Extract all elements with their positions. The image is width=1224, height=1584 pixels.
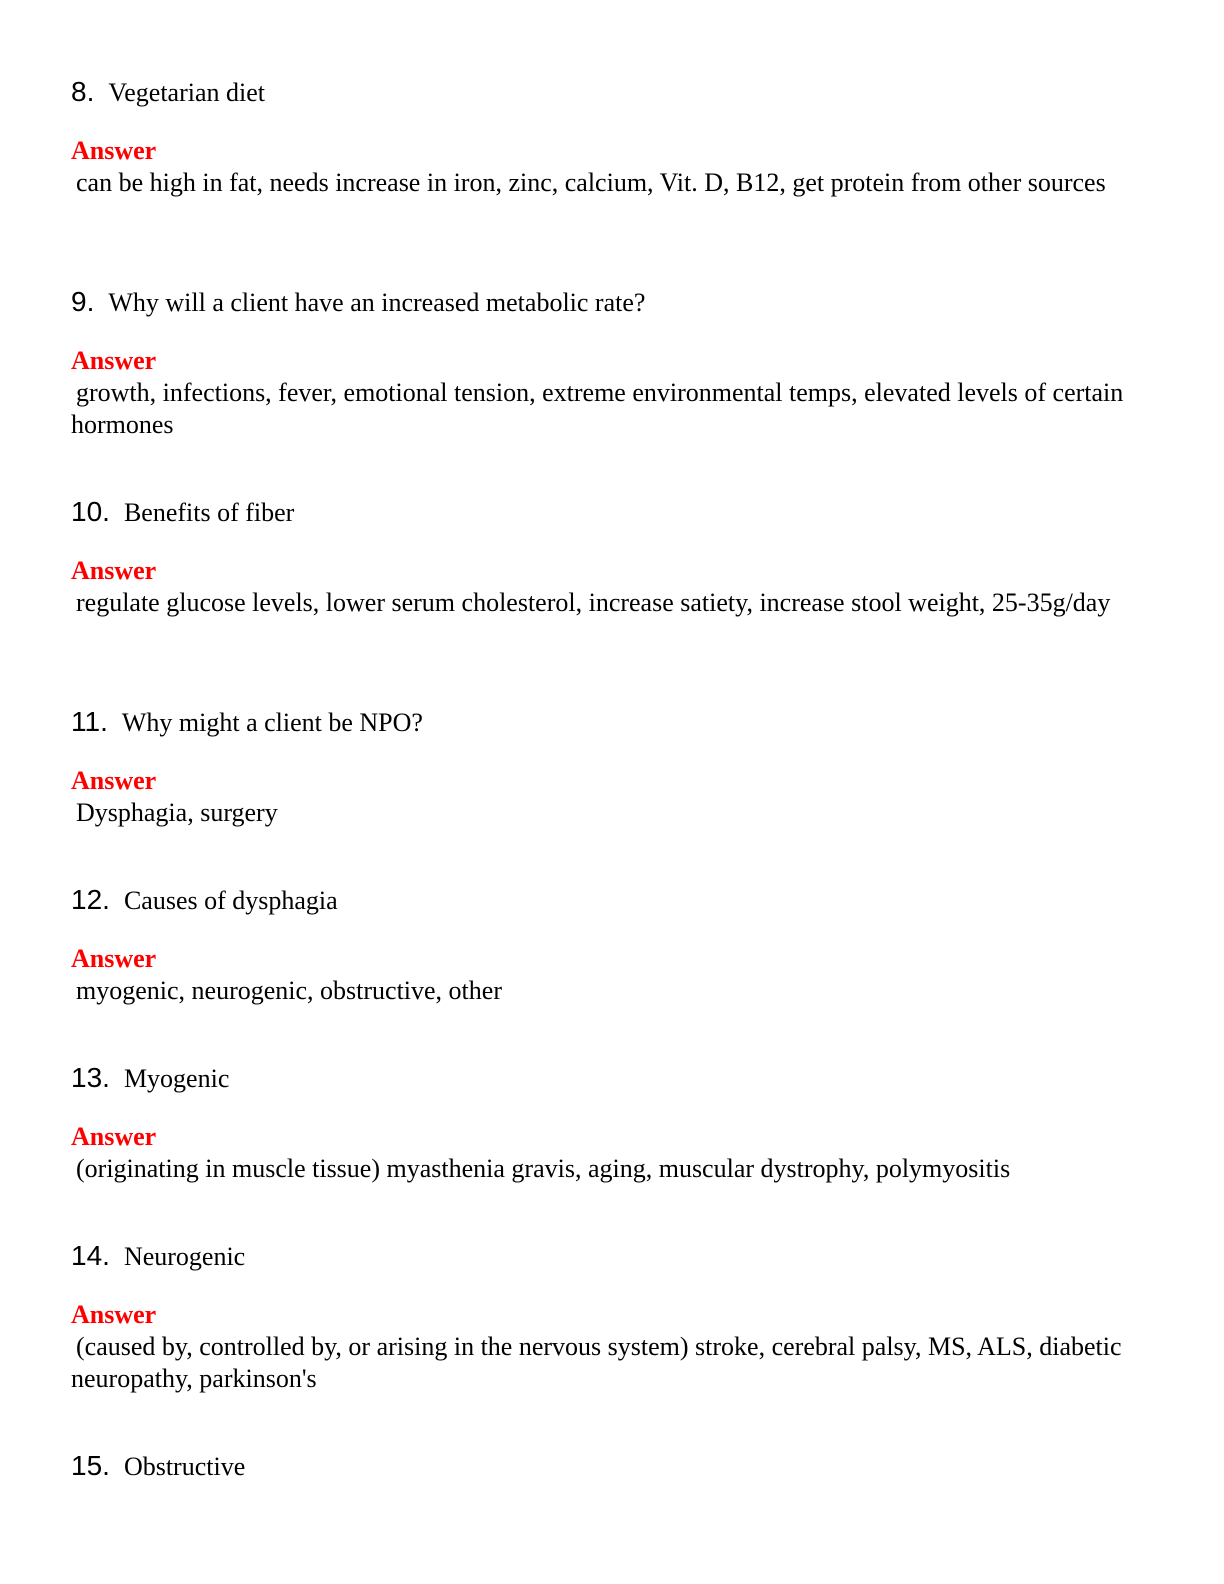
question-number: 15. — [71, 1450, 110, 1481]
question-line — [71, 883, 1131, 917]
question-text: Why might a client be NPO? — [121, 708, 423, 737]
question-text: Benefits of fiber — [123, 498, 295, 527]
answer-text: (caused by, controlled by, or arising in the nervous system) stroke, cerebral palsy, MS, ALS, diabetic neuropathy, parkinson's — [71, 1332, 1122, 1393]
answer-text: Dysphagia, surgery — [76, 798, 278, 827]
question-text: Neurogenic — [123, 1242, 246, 1271]
question-item-14 — [71, 1239, 1131, 1395]
question-text: Vegetarian diet — [108, 78, 266, 107]
answer-text: myogenic, neurogenic, obstructive, other — [76, 976, 502, 1005]
question-line — [71, 1449, 1131, 1483]
question-text: Causes of dysphagia — [123, 886, 338, 915]
question-number: 12. — [71, 884, 110, 915]
question-text: Obstructive — [123, 1452, 246, 1481]
question-number: 10. — [71, 496, 110, 527]
question-line — [71, 285, 1131, 319]
question-line — [71, 75, 1131, 109]
question-line — [71, 495, 1131, 529]
answer-text: growth, infections, fever, emotional tension, extreme environmental temps, elevated levels of certain hormones — [71, 378, 1124, 439]
answer-text: can be high in fat, needs increase in iron, zinc, calcium, Vit. D, B12, get protein from other sources — [76, 168, 1106, 197]
question-item-10 — [71, 495, 1131, 619]
question-number: 9. — [71, 286, 95, 317]
answer-label: Answer — [71, 556, 157, 585]
answer-label: Answer — [71, 1122, 157, 1151]
question-line — [71, 705, 1131, 739]
answer-label: Answer — [71, 944, 157, 973]
question-item-8 — [71, 75, 1131, 199]
question-item-15 — [71, 1449, 1131, 1483]
question-line — [71, 1061, 1131, 1095]
question-item-12 — [71, 883, 1131, 1007]
question-number: 13. — [71, 1062, 110, 1093]
question-number: 11. — [71, 706, 108, 737]
question-item-9 — [71, 285, 1131, 441]
answer-text: regulate glucose levels, lower serum cholesterol, increase satiety, increase stool weight, 25-35g/day — [76, 588, 1111, 617]
answer-text: (originating in muscle tissue) myasthenia gravis, aging, muscular dystrophy, polymyositis — [76, 1154, 1011, 1183]
question-item-11 — [71, 705, 1131, 829]
answer-label: Answer — [71, 1300, 157, 1329]
answer-label: Answer — [71, 136, 157, 165]
question-text: Why will a client have an increased metabolic rate? — [108, 288, 646, 317]
answer-label: Answer — [71, 346, 157, 375]
question-line — [71, 1239, 1131, 1273]
question-item-13 — [71, 1061, 1131, 1185]
answer-label: Answer — [71, 766, 157, 795]
question-number: 14. — [71, 1240, 110, 1271]
question-number: 8. — [71, 76, 95, 107]
question-text: Myogenic — [123, 1064, 230, 1093]
